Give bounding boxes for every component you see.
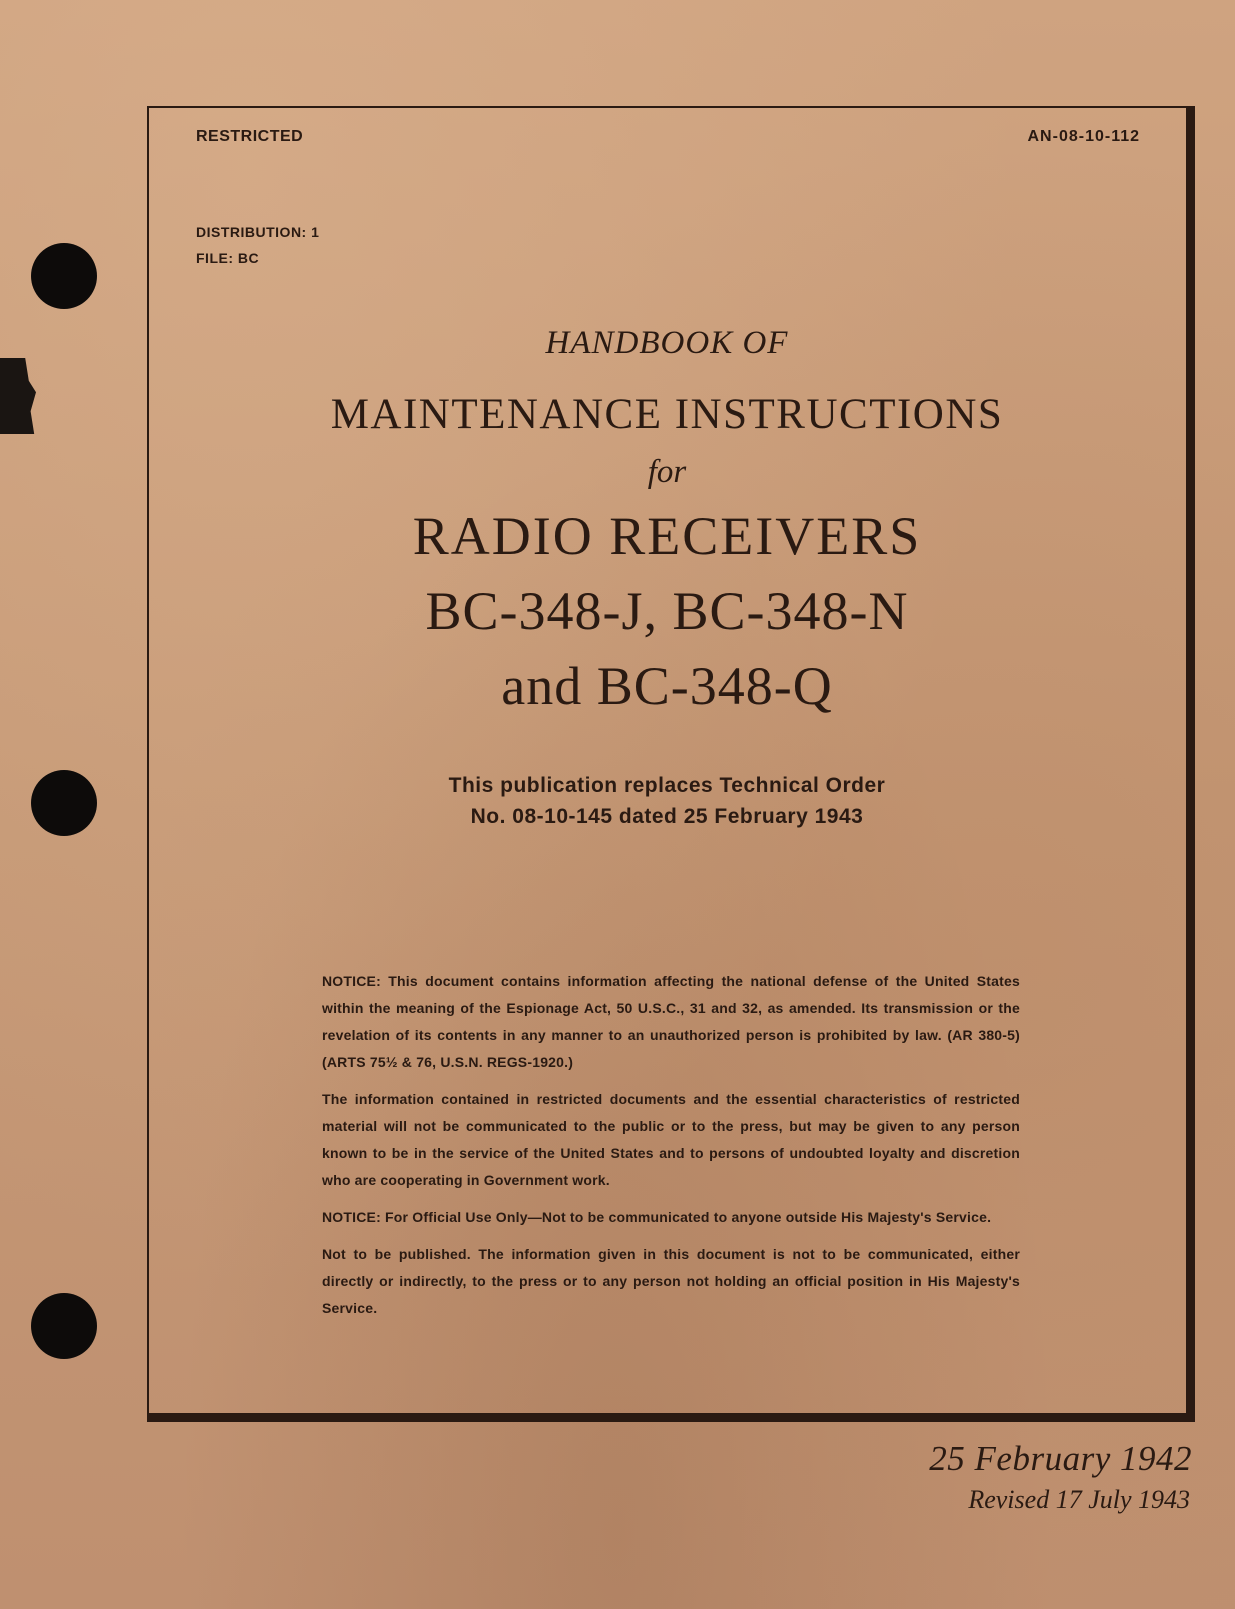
distribution-line: DISTRIBUTION: 1 xyxy=(196,224,320,240)
replaces-statement xyxy=(147,770,1187,832)
frame-border-top xyxy=(147,106,1195,108)
title-models-1: BC-348-J, BC-348-N xyxy=(425,581,909,641)
notice-not-published: Not to be published. The information given in this document is not to be communicated, either directly or indirectly, to the press or to any person not holding an official position in His Majesty's Service. xyxy=(322,1246,1020,1316)
notice-official-use: NOTICE: For Official Use Only—Not to be communicated to anyone outside His Majesty's Service. xyxy=(322,1209,992,1225)
publication-date: 25 February 1942 xyxy=(929,1439,1192,1478)
notices-block xyxy=(322,968,1020,1332)
classification-label: RESTRICTED xyxy=(196,128,304,145)
page-edge-tear xyxy=(0,358,36,434)
revision-date: Revised 17 July 1943 xyxy=(968,1485,1190,1514)
file-line: FILE: BC xyxy=(196,250,260,266)
document-number: AN-08-10-112 xyxy=(1027,128,1140,145)
binder-hole xyxy=(31,770,97,836)
title-maintenance: MAINTENANCE INSTRUCTIONS xyxy=(330,391,1004,438)
replaces-line-2: No. 08-10-145 dated 25 February 1943 xyxy=(470,805,864,828)
frame-border-bottom xyxy=(147,1413,1195,1422)
distribution-block xyxy=(196,219,319,271)
title-handbook: HANDBOOK OF xyxy=(545,325,789,361)
frame-border-right xyxy=(1186,106,1195,1422)
frame-border-left xyxy=(147,106,149,1420)
title-radio-receivers: RADIO RECEIVERS xyxy=(412,506,922,566)
title-for: for xyxy=(647,454,687,490)
binder-hole xyxy=(31,243,97,309)
replaces-line-1: This publication replaces Technical Order xyxy=(448,774,886,797)
binder-hole xyxy=(31,1293,97,1359)
notice-espionage: NOTICE: This document contains information affecting the national defense of the United States within the meaning of the Espionage Act, 50 U.S.C., 31 and 32, as amended. Its transmission or the revelation of its contents in any manner to an unauthorized person is prohibited by law. (AR 380-5) (ARTS 75½ & 76, U.S.N. REGS-1920.) xyxy=(322,973,1020,1070)
title-models-2: and BC-348-Q xyxy=(501,656,833,716)
notice-restricted-info: The information contained in restricted documents and the essential characteristics of restricted material will not be communicated to the public or to the press, but may be given to any person known to be in the service of the United States and to persons of undoubted loyalty and discretion who are cooperating in Government work. xyxy=(322,1091,1020,1188)
